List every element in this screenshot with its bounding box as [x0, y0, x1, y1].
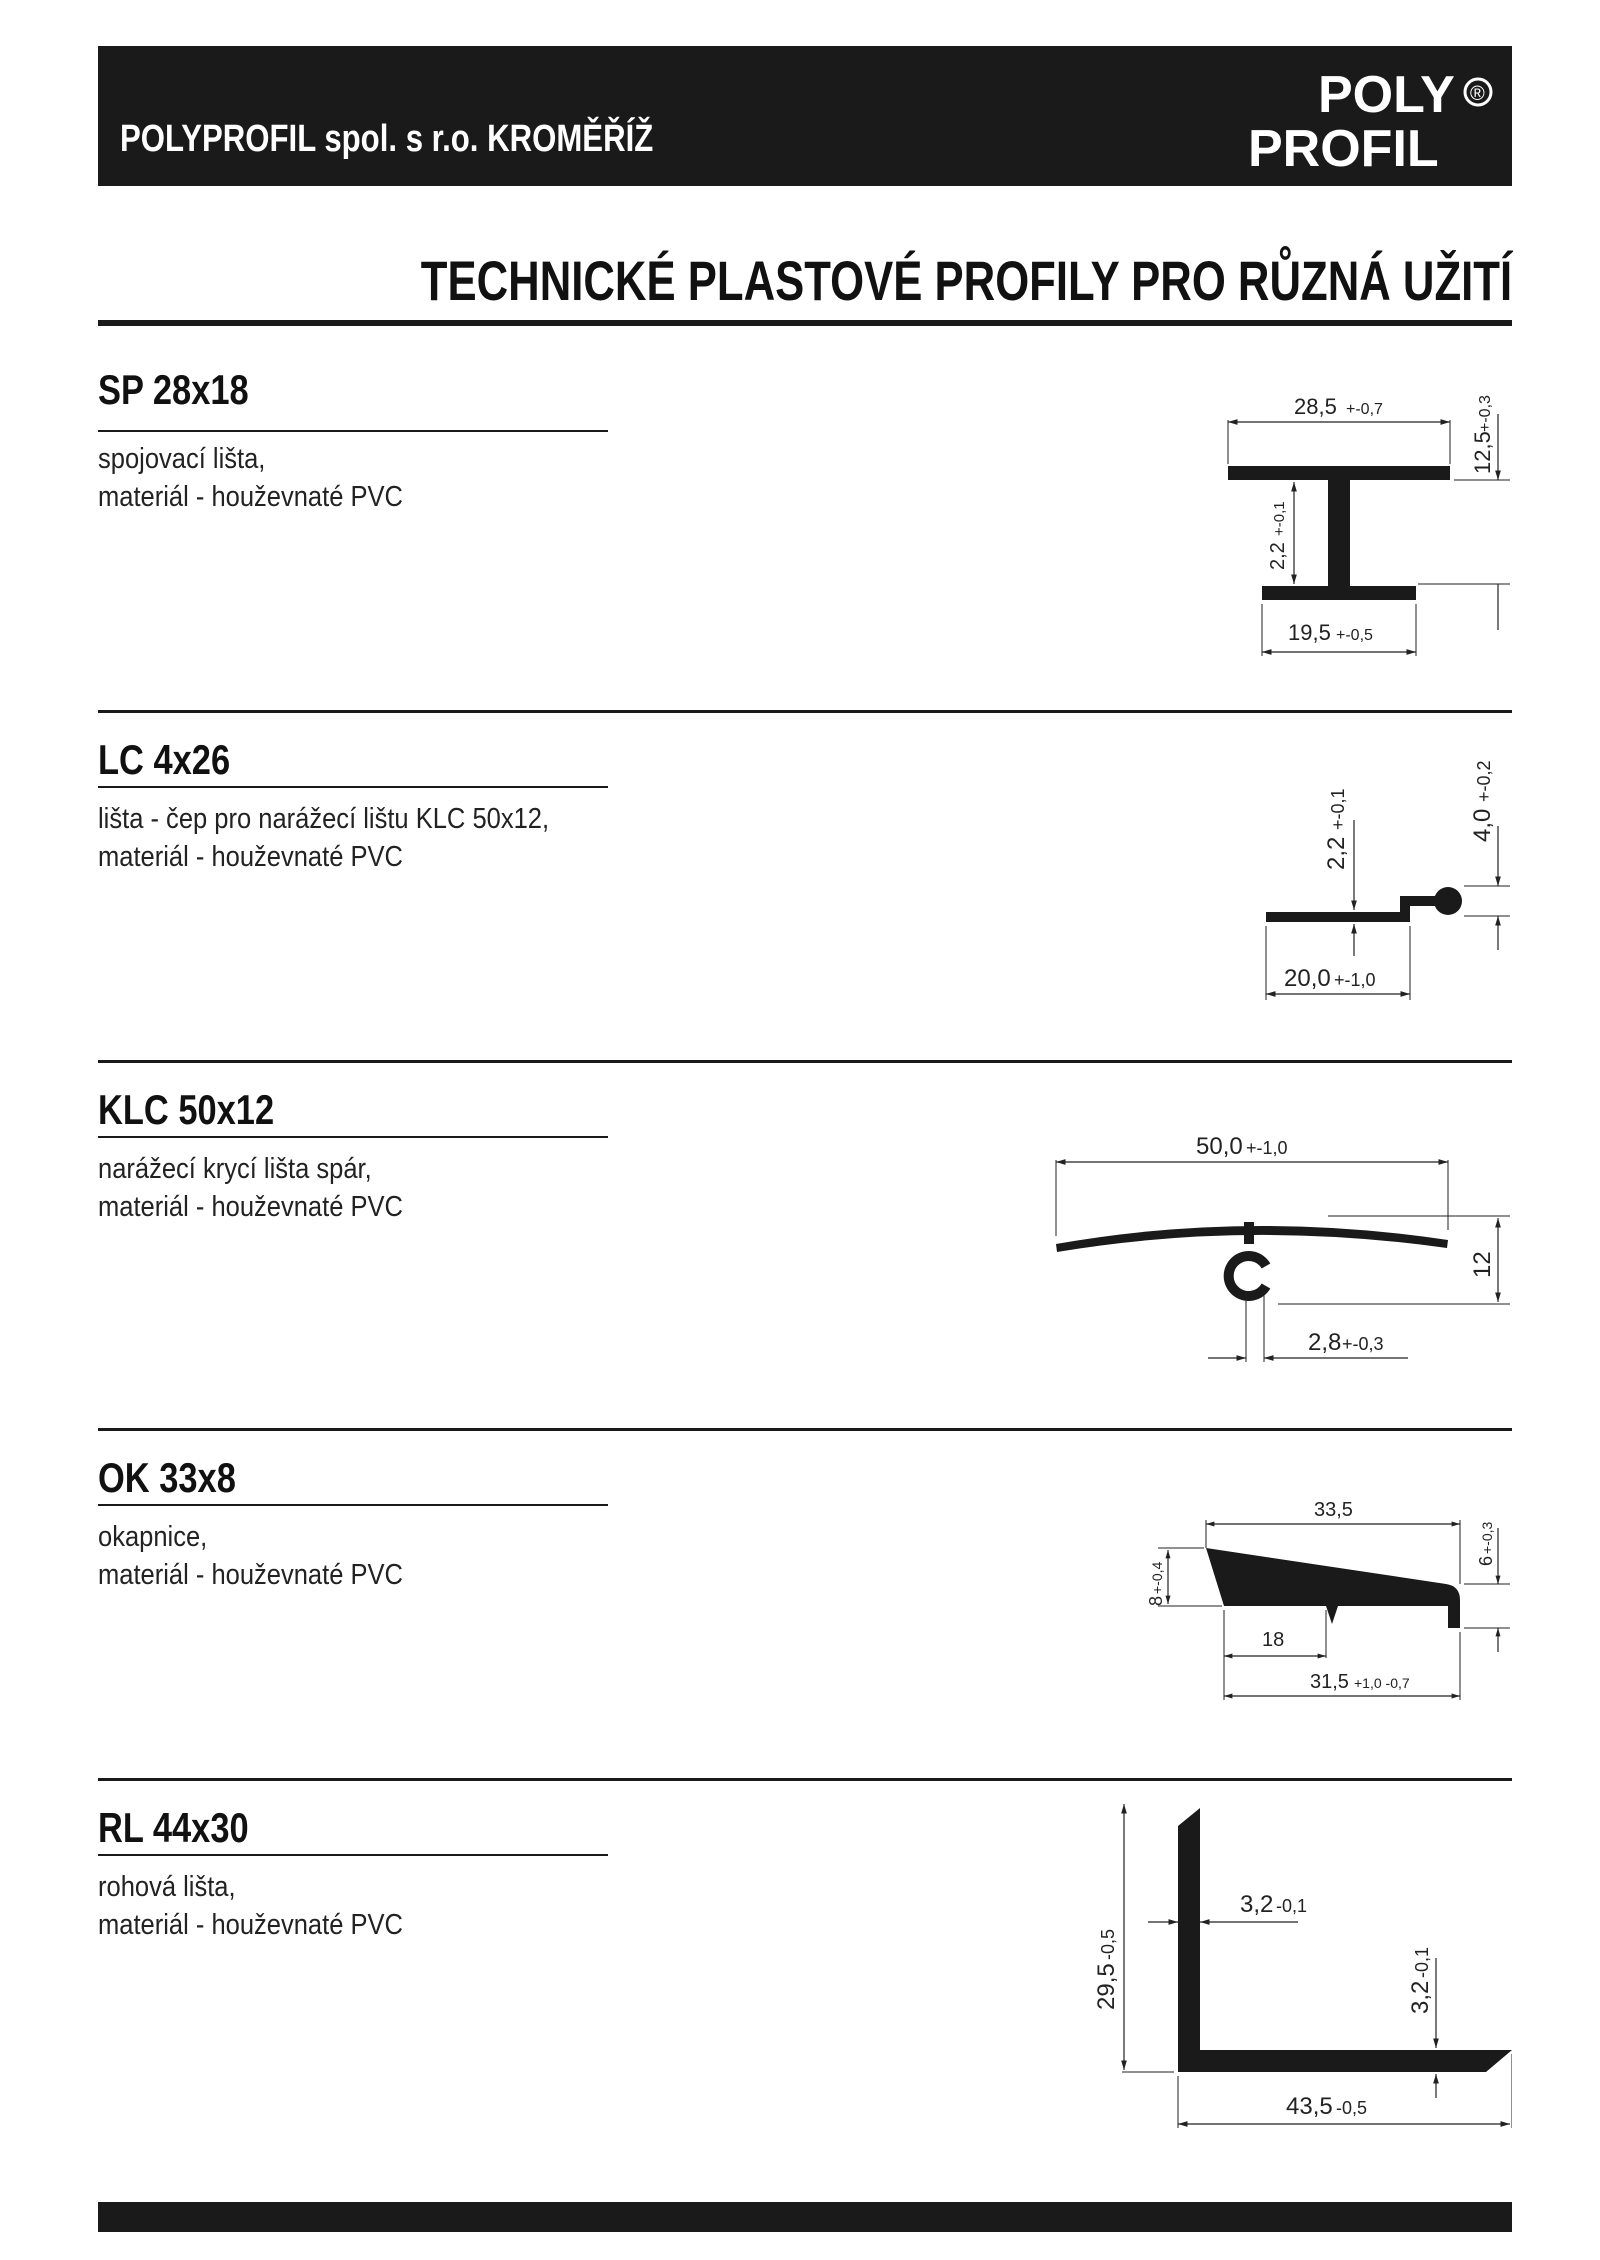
product-code: RL 44x30	[98, 1804, 249, 1851]
dim-label: 8	[1146, 1595, 1166, 1606]
dim-tolerance: +1,0 -0,7	[1354, 1675, 1410, 1691]
registered-mark: ®	[1470, 83, 1485, 105]
dim-label: 4,0	[1469, 808, 1496, 842]
dim-label: 3,2	[1407, 1980, 1434, 2014]
dim-label: 19,5	[1288, 620, 1331, 645]
product-section-ok	[98, 1428, 1512, 1758]
profile-shape	[1228, 466, 1450, 600]
description-line: materiál - houževnaté PVC	[98, 481, 403, 513]
logo-letters	[1248, 66, 1455, 178]
header-bar	[98, 46, 1512, 186]
description-line: narážecí krycí lišta spár,	[98, 1153, 372, 1185]
product-section-rl	[98, 1778, 1512, 2178]
dim-tolerance: +-0,1	[1271, 501, 1288, 536]
product-section-lc	[98, 710, 1512, 1040]
product-code: KLC 50x12	[98, 1086, 275, 1133]
logo-profil: PROFIL	[1248, 120, 1439, 178]
profile-shape	[1206, 1548, 1460, 1628]
dim-tolerance: +-0,7	[1346, 401, 1383, 418]
description-line: materiál - houževnaté PVC	[98, 1559, 403, 1591]
dim-label: 28,5	[1294, 394, 1337, 419]
dim-label: 29,5	[1093, 1963, 1120, 2010]
dim-label: 31,5	[1310, 1671, 1349, 1693]
dim-label: 18	[1262, 1629, 1285, 1651]
page-title: TECHNICKÉ PLASTOVÉ PROFILY PRO RŮZNÁ UŽITÍ	[420, 249, 1512, 312]
profile-diagram-ok	[98, 1428, 1512, 1758]
dim-tolerance: -0,1	[1412, 1946, 1432, 1978]
dim-label: 43,5	[1286, 2093, 1333, 2120]
dim-label: 6	[1476, 1555, 1496, 1566]
dim-tolerance: +-1,0	[1246, 1138, 1288, 1158]
company-name: POLYPROFIL spol. s r.o. KROMĚŘÍŽ	[120, 118, 654, 160]
description-line: okapnice,	[98, 1521, 208, 1553]
dim-label: 12	[1469, 1251, 1496, 1278]
dim-label: 12,5	[1470, 431, 1495, 474]
profile-diagram-klc	[98, 1060, 1512, 1390]
dim-tolerance: +-1,0	[1334, 970, 1376, 990]
product-code: LC 4x26	[98, 736, 231, 783]
dim-tolerance: -0,5	[1098, 1928, 1118, 1960]
profile-diagram-sp	[98, 334, 1512, 664]
description-line: materiál - houževnaté PVC	[98, 1909, 403, 1941]
profile-shape	[1178, 1808, 1512, 2072]
dim-tolerance: -0,5	[1336, 2098, 1368, 2118]
product-code: SP 28x18	[98, 366, 249, 413]
dim-label: 2,2	[1267, 542, 1289, 570]
description-line: rohová lišta,	[98, 1871, 236, 1903]
dim-tolerance: +-0,3	[1479, 1521, 1495, 1554]
description-line: spojovací lišta,	[98, 443, 266, 475]
product-section-sp	[98, 334, 1512, 664]
description-line: materiál - houževnaté PVC	[98, 841, 403, 873]
footer-bar	[98, 2202, 1512, 2232]
description-line: materiál - houževnaté PVC	[98, 1191, 403, 1223]
dim-tolerance: +-0,1	[1328, 788, 1348, 830]
title-rule	[98, 320, 1512, 326]
polyprofil-logo	[1238, 54, 1508, 178]
dim-tolerance: +-0,2	[1474, 760, 1494, 802]
dim-tolerance: +-0,5	[1336, 627, 1373, 644]
logo-poly: POLY	[1318, 66, 1455, 124]
product-section-klc	[98, 1060, 1512, 1390]
product-code: OK 33x8	[98, 1454, 236, 1501]
dim-tolerance: +-0,4	[1149, 1561, 1165, 1594]
dim-tolerance: +-0,3	[1342, 1334, 1384, 1354]
profile-diagram-rl	[98, 1778, 1512, 2178]
dim-tolerance: -0,1	[1276, 1896, 1308, 1916]
dim-label: 50,0	[1196, 1133, 1243, 1160]
dim-tolerance: +-0,3	[1477, 395, 1494, 432]
description-line: lišta - čep pro narážecí lištu KLC 50x12,	[98, 803, 550, 835]
profile-diagram-lc	[98, 710, 1512, 1040]
dim-label: 2,8	[1308, 1329, 1342, 1356]
dim-label: 20,0	[1284, 965, 1331, 992]
profile-shape	[1266, 896, 1438, 922]
dim-label: 2,2	[1323, 836, 1350, 870]
dim-label: 3,2	[1240, 1891, 1274, 1918]
dim-label: 33,5	[1314, 1499, 1353, 1521]
